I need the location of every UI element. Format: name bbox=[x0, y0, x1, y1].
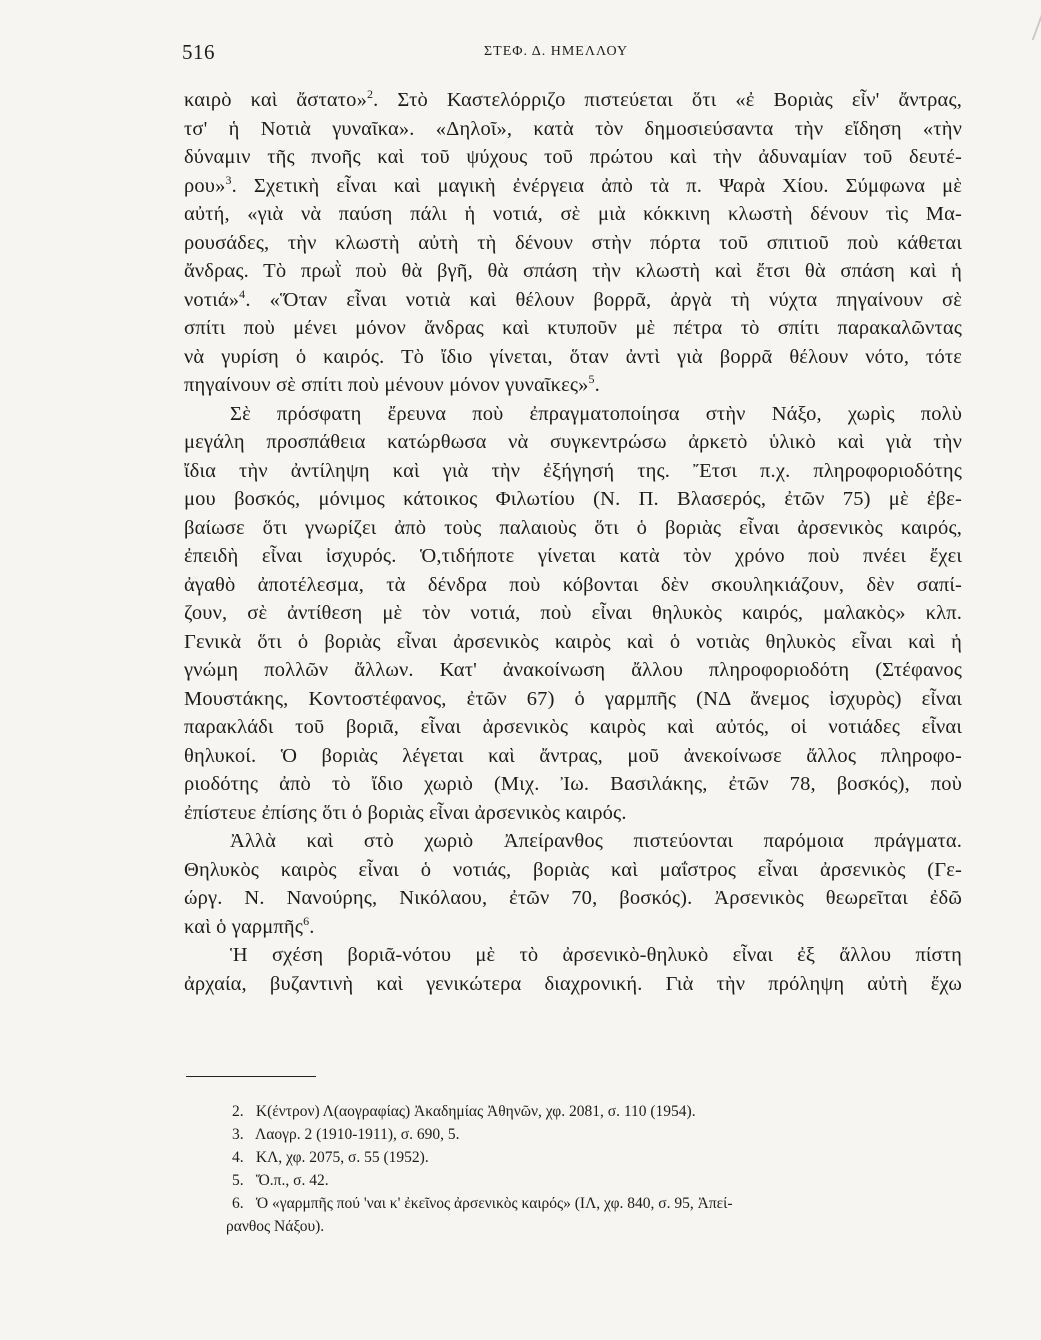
text-line: ἐπίστευε ἐπίσης ὅτι ὁ βοριὰς εἶναι ἀρσενικὸς καιρός. bbox=[184, 801, 627, 824]
text-line: ἴδια τὴν ἀντίληψη καὶ γιὰ τὴν ἐξήγησή της. Ἔτσι π.χ. πληροφοριοδότης bbox=[184, 459, 962, 482]
text-line: θηλυκοί. Ὁ βοριὰς λέγεται καὶ ἄντρας, μοῦ ἀνεκοίνωσε ἄλλος πληροφο- bbox=[184, 744, 962, 767]
footnote: 6. Ὁ «γαρμπῆς πού 'ναι κ' ἐκεῖνος ἀρσενικὸς καιρός» (ΙΛ, χφ. 840, σ. 95, Ἀπεί- bbox=[232, 1195, 733, 1212]
text-line: αὐτή, «γιὰ νὰ παύση πάλι ἡ νοτιά, σὲ μιὰ κόκκινη κλωστὴ δένουν τὶς Μα- bbox=[184, 203, 962, 225]
body-text bbox=[184, 86, 962, 998]
footnote-ref[interactable]: 3 bbox=[225, 172, 232, 187]
footnote-ref[interactable]: 2 bbox=[366, 87, 374, 102]
text-line: Ἡ σχέση βοριᾶ-νότου μὲ τὸ ἀρσενικὸ-θηλυκὸ εἶναι ἐξ ἄλλου πίστη bbox=[230, 944, 962, 966]
text-line: Μουστάκης, Κοντοστέφανος, ἐτῶν 67) ὁ γαρμπῆς (ΝΔ ἄνεμος ἰσχυρὸς) εἶναι bbox=[184, 687, 962, 710]
footnote-ref[interactable]: 4 bbox=[239, 286, 246, 301]
page-number: 516 bbox=[182, 40, 215, 64]
footnote: 5. Ὅ.π., σ. 42. bbox=[232, 1172, 329, 1189]
text-line: Σὲ πρόσφατη ἔρευνα ποὺ ἐπραγματοποίησα στὴν Νάξο, χωρὶς πολὺ bbox=[230, 402, 962, 425]
text-line: ἀρχαία, βυζαντινὴ καὶ γενικώτερα διαχρονική. Γιὰ τὴν πρόληψη αὐτὴ ἔχω bbox=[184, 972, 962, 995]
footnote-continuation: ρανθος Νάξου). bbox=[226, 1218, 325, 1235]
footnote: 4. ΚΛ, χφ. 2075, σ. 55 (1952). bbox=[232, 1149, 429, 1166]
text-line: καὶ ὁ γαρμπῆς$^6$. bbox=[184, 913, 315, 938]
text-line: ἄνδρας. Τὸ πρωῒ ποὺ θὰ βγῆ, θὰ σπάση τὴν κλωστὴ καὶ ἔτσι θὰ σπάση καὶ ἡ bbox=[184, 260, 962, 282]
text-line: Ἀλλὰ καὶ στὸ χωριὸ Ἀπείρανθος πιστεύονται παρόμοια πράγματα. bbox=[230, 830, 962, 852]
text-line: νὰ γυρίση ὁ καιρός. Τὸ ἴδιο γίνεται, ὅταν ἀντὶ γιὰ βορρᾶ θέλουν νότο, τότε bbox=[184, 345, 962, 368]
text-line: ζουν, σὲ ἀντίθεση μὲ τὸν νοτιά, ποὺ εἶναι θηλυκὸς καιρός, μαλακὸς» κλπ. bbox=[184, 602, 962, 624]
text-line: ρου»$^3$. Σχετικὴ εἶναι καὶ μαγικὴ ἐνέργεια ἀπὸ τὰ π. Ψαρὰ Χίου. Σύμφωνα μὲ bbox=[184, 172, 962, 197]
page-header bbox=[182, 38, 962, 68]
text-line: πηγαίνουν σὲ σπίτι ποὺ μένουν μόνον γυναῖκες»$^5$. bbox=[184, 372, 600, 396]
text-line: τσ' ἡ Νοτιὰ γυναῖκα». «Δηλοῖ», κατὰ τὸν δημοσιεύσαντα τὴν εἴδηση «τὴν bbox=[184, 117, 962, 140]
text-line: Θηλυκὸς καιρὸς εἶναι ὁ νοτιάς, βοριὰς καὶ μαΐστρος εἶναι ἀρσενικὸς (Γε- bbox=[184, 858, 962, 881]
text-line: βαίωσε ὅτι γνωρίζει ἀπὸ τοὺς παλαιοὺς ὅτι ὁ βοριὰς εἶναι ἀρσενικὸς καιρός, bbox=[184, 516, 962, 539]
text-line: παρακλάδι τοῦ βοριᾶ, εἶναι ἀρσενικὸς καιρὸς καὶ αὐτός, οἱ νοτιάδες εἶναι bbox=[184, 716, 962, 738]
text-line: νοτιά»$^4$. «Ὅταν εἶναι νοτιὰ καὶ θέλουν βορρᾶ, ἀργὰ τὴ νύχτα πηγαίνουν σὲ bbox=[184, 286, 962, 311]
footnote-ref[interactable]: 5 bbox=[588, 372, 595, 387]
text-line: μεγάλη προσπάθεια κατώρθωσα νὰ συγκεντρώσω ἀρκετὸ ὑλικὸ καὶ γιὰ τὴν bbox=[184, 431, 962, 453]
text-line: ώργ. Ν. Νανούρης, Νικόλαου, ἐτῶν 70, βοσκός). Ἀρσενικὸς θεωρεῖται ἐδῶ bbox=[184, 887, 962, 909]
text-line: ἀγαθὸ ἀποτέλεσμα, τὰ δένδρα ποὺ κόβονται δὲν σκουληκιάζουν, δὲν σαπί- bbox=[184, 573, 962, 596]
footnote-separator bbox=[186, 1076, 316, 1077]
footnote-ref[interactable]: 6 bbox=[303, 913, 310, 928]
scan-edge-mark bbox=[1014, 0, 1041, 40]
text-line: ἐπειδὴ εἶναι ἰσχυρός. Ὁ,τιδήποτε γίνεται κατὰ τὸν χρόνο ποὺ πνέει ἔχει bbox=[184, 545, 962, 567]
text-line: καιρὸ καὶ ἄστατο»$^2$. Στὸ Καστελόρριζο πιστεύεται ὅτι «ἐ Βοριὰς εἶν' ἄντρας, bbox=[184, 87, 962, 111]
footnotes bbox=[226, 1100, 964, 1238]
running-head: ΣΤΕΦ. Δ. ΗΜΕΛΛΟΥ bbox=[484, 44, 629, 59]
text-line: Γενικὰ ὅτι ὁ βοριὰς εἶναι ἀρσενικὸς καιρὸς καὶ ὁ νοτιὰς θηλυκὸς εἶναι καὶ ἡ bbox=[184, 630, 962, 653]
text-line: σπίτι ποὺ μένει μόνον ἄνδρας καὶ κτυποῦν μὲ πέτρα τὸ σπίτι παρακαλῶντας bbox=[184, 317, 962, 339]
footnote: 3. Λαογρ. 2 (1910-1911), σ. 690, 5. bbox=[232, 1126, 460, 1143]
footnote: 2. Κ(έντρον) Λ(αογραφίας) Ἀκαδημίας Ἀθηνῶν, χφ. 2081, σ. 110 (1954). bbox=[232, 1103, 696, 1120]
text-line: γνώμη πολλῶν ἄλλων. Κατ' ἀνακοίνωση ἄλλου πληροφοριοδότη (Στέφανος bbox=[184, 659, 962, 681]
text-line: μου βοσκός, μόνιμος κάτοικος Φιλωτίου (Ν. Π. Βλασερός, ἐτῶν 75) μὲ ἐβε- bbox=[184, 488, 962, 510]
text-line: ρουσάδες, τὴν κλωστὴ αὐτὴ τὴ δένουν στὴν πόρτα τοῦ σπιτιοῦ ποὺ κάθεται bbox=[184, 231, 962, 254]
text-line: ριοδότης ἀπὸ τὸ ἴδιο χωριὸ (Μιχ. Ἰω. Βασιλάκης, ἐτῶν 78, βοσκός), ποὺ bbox=[184, 773, 962, 795]
text-line: δύναμιν τῆς πνοῆς καὶ τοῦ ψύχους τοῦ πρώτου καὶ τὴν ἀδυναμίαν τοῦ δευτέ- bbox=[184, 146, 962, 168]
